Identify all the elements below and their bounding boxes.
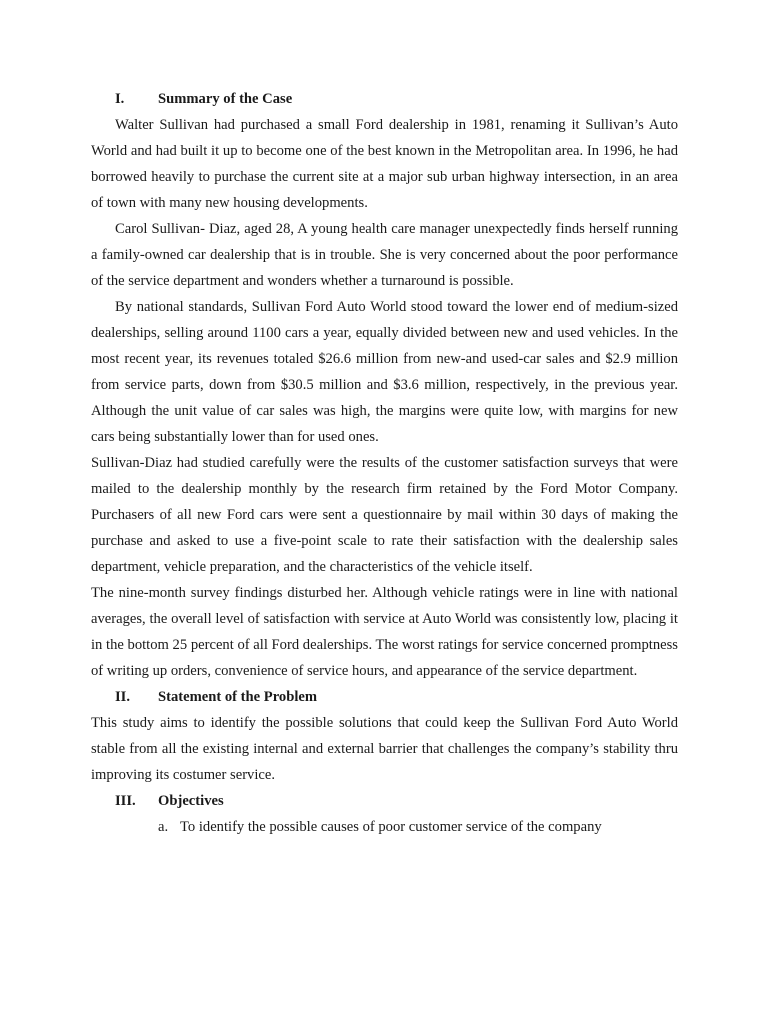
section-heading-objectives [91, 788, 678, 814]
document-body [91, 86, 678, 840]
section-number: III. [115, 793, 136, 809]
list-item [158, 814, 678, 840]
section-title: Summary of the Case [158, 91, 293, 107]
section-title: Objectives [158, 793, 224, 809]
list-item-text: To identify the possible causes of poor customer service of the company [180, 819, 602, 835]
objectives-list [91, 814, 678, 840]
list-marker: a. [158, 819, 169, 835]
section-heading-summary [91, 86, 678, 112]
paragraph: Sullivan-Diaz had studied carefully were the results of the customer satisfaction surveys that were mailed to the dealership monthly by the research firm retained by the Ford Motor Company. Purchasers of all new Ford cars were sent a questionnaire by mail within 30 days of making the purchase and asked to use a five-point scale to rate their satisfaction with the dealership sales department, vehicle preparation, and the characteristics of the vehicle itself. [91, 455, 678, 575]
section-number: II. [115, 689, 131, 705]
paragraph: By national standards, Sullivan Ford Auto World stood toward the lower end of medium-sized dealerships, selling around 1100 cars a year, equally divided between new and used vehicles. In the most recent year, its revenues totaled $26.6 million from new-and used-car sales and $2.9 million from service parts, down from $30.5 million and $3.6 million, respectively, in the previous year. Although the unit value of car sales was high, the margins were quite low, with margins for new cars being substantially lower than for used ones. [91, 299, 678, 445]
paragraph: This study aims to identify the possible solutions that could keep the Sullivan Ford Auto World stable from all the existing internal and external barrier that challenges the company’s stability thru improving its costumer service. [91, 715, 678, 783]
section-title: Statement of the Problem [158, 689, 318, 705]
paragraph: The nine-month survey findings disturbed her. Although vehicle ratings were in line with national averages, the overall level of satisfaction with service at Auto World was consistently low, placing it in the bottom 25 percent of all Ford dealerships. The worst ratings for service concerned promptness of writing up orders, convenience of service hours, and appearance of the service department. [91, 585, 678, 679]
paragraph: Carol Sullivan- Diaz, aged 28, A young health care manager unexpectedly finds herself running a family-owned car dealership that is in trouble. She is very concerned about the poor performance of the service department and wonders whether a turnaround is possible. [91, 221, 678, 289]
section-number: I. [115, 91, 125, 107]
paragraph: Walter Sullivan had purchased a small Ford dealership in 1981, renaming it Sullivan’s Auto World and had built it up to become one of the best known in the Metropolitan area. In 1996, he had borrowed heavily to purchase the current site at a major sub urban highway intersection, in an area of town with many new housing developments. [91, 117, 678, 211]
section-heading-problem [91, 684, 678, 710]
